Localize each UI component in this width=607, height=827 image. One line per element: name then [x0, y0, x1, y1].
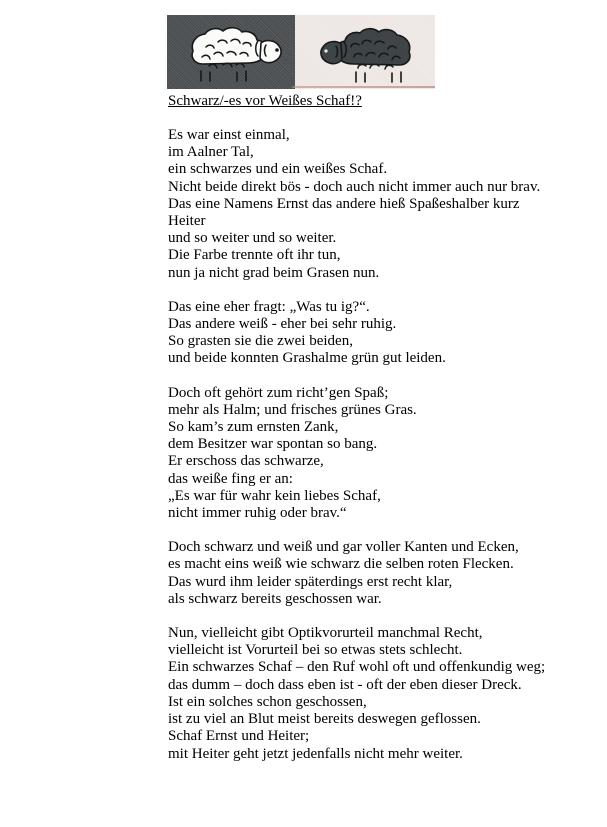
poem-line: vielleicht ist Vorurteil bei so etwas stets schlecht. — [168, 642, 463, 659]
page-title: Schwarz/-es vor Weißes Schaf!? — [168, 93, 362, 109]
poem-line: nicht immer ruhig oder brav.“ — [168, 505, 347, 522]
poem-line: Doch oft gehört zum richt’gen Spaß; — [168, 384, 389, 401]
poem-line: und beide konnten Grashalme grün gut leiden. — [168, 350, 446, 367]
stanza-1 — [168, 127, 593, 282]
stanza-4 — [168, 539, 593, 608]
poem-line: Es war einst einmal, — [168, 127, 290, 143]
poem-line: es macht eins weiß wie schwarz die selben roten Flecken. — [168, 556, 514, 573]
poem-line: Doch schwarz und weiß und gar voller Kanten und Ecken, — [168, 539, 519, 556]
black-sheep-icon — [317, 23, 429, 83]
poem-line: So grasten sie die zwei beiden, — [168, 333, 353, 350]
white-sheep-icon — [173, 21, 291, 83]
stanza-5 — [168, 625, 593, 763]
poem-line: Das wurd ihm leider späterdings erst recht klar, — [168, 573, 453, 590]
poem-line: Das eine eher fragt: „Was tu ig?“. — [168, 298, 370, 315]
poem-line: nun ja nicht grad beim Grasen nun. — [168, 264, 380, 281]
poem-line: das weiße fing er an: — [168, 470, 293, 487]
poem-line: im Aalner Tal, — [168, 144, 254, 161]
poem-line: ist zu viel an Blut meist bereits deswegen geflossen. — [168, 711, 481, 728]
poem-line: mehr als Halm; und frisches grünes Gras. — [168, 401, 417, 418]
poem-line: Heiter — [168, 213, 206, 230]
poem-line: als schwarz bereits geschossen war. — [168, 590, 382, 607]
poem-line: Schaf Ernst und Heiter; — [168, 728, 310, 745]
poem-line: das dumm – doch dass eben ist - oft der eben dieser Dreck. — [168, 676, 522, 693]
poem-line: Ein schwarzes Schaf – den Ruf wohl oft und offenkundig weg; — [168, 659, 546, 676]
poem-line: Nun, vielleicht gibt Optikvorurteil manchmal Recht, — [168, 625, 483, 642]
illustration-baseline — [167, 86, 435, 88]
two-sheep-illustration — [167, 15, 435, 89]
poem-line: „Es war für wahr kein liebes Schaf, — [168, 487, 381, 504]
poem-line: ein schwarzes und ein weißes Schaf. — [168, 161, 388, 178]
poem-line: Das eine Namens Ernst das andere hieß Spaßeshalber kurz — [168, 195, 520, 212]
poem-line: dem Besitzer war spontan so bang. — [168, 436, 378, 453]
stanza-2 — [168, 299, 593, 368]
poem-body — [168, 93, 593, 763]
poem-line: und so weiter und so weiter. — [168, 230, 337, 247]
poem-line: So kam’s zum ernsten Zank, — [168, 419, 339, 436]
poem-line: Er erschoss das schwarze, — [168, 453, 324, 470]
stanza-3 — [168, 385, 593, 523]
poem-line: Die Farbe trennte oft ihr tun, — [168, 247, 341, 264]
poem-line: Nicht beide direkt bös - doch auch nicht immer auch nur brav. — [168, 178, 541, 195]
poem-line: Ist ein solches schon geschossen, — [168, 693, 367, 710]
poem-line: Das andere weiß - eher bei sehr ruhig. — [168, 316, 397, 333]
poem-line: mit Heiter geht jetzt jedenfalls nicht mehr weiter. — [168, 745, 463, 762]
